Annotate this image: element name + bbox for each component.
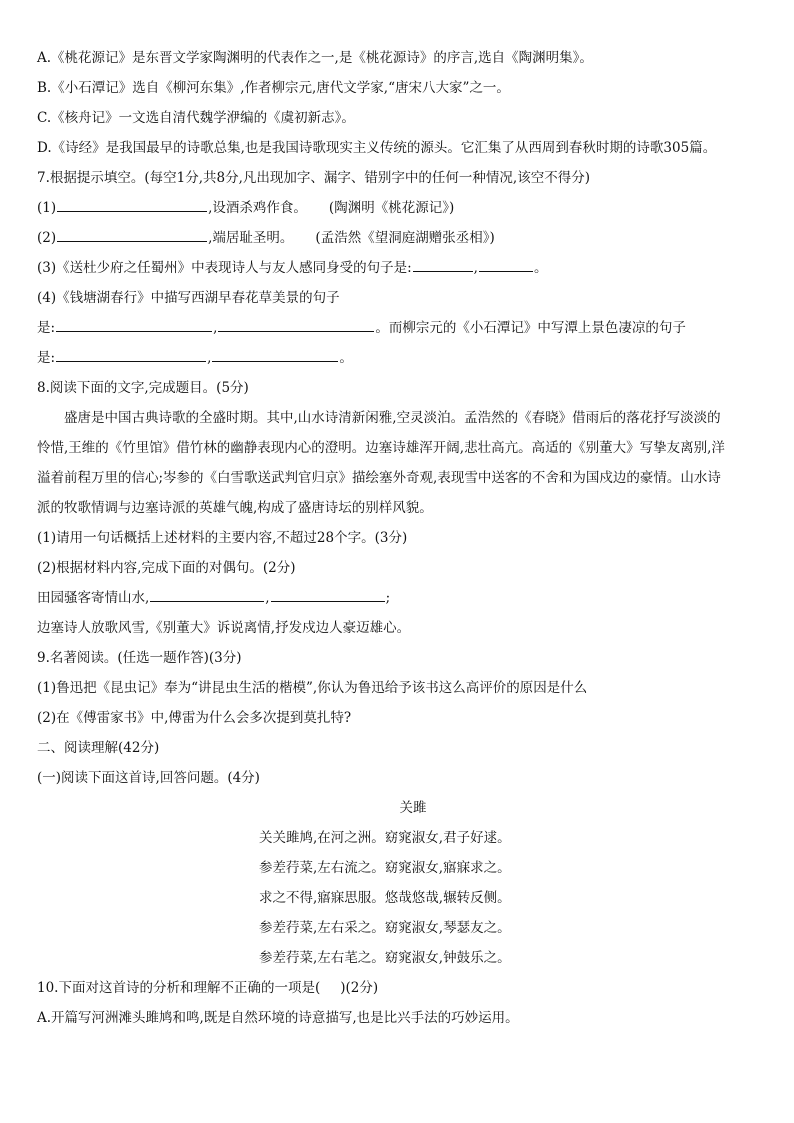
q7-item4-line3 [37,343,767,373]
q8-title: 8.阅读下面的文字,完成题目。(5分) [37,380,249,396]
q7-blank-3a[interactable] [413,270,473,272]
q7-item1-source: (陶渊明《桃花源记》) [328,200,455,216]
q7-item1 [37,193,767,223]
q7-item3-comma: , [473,260,478,276]
poem-line: 关关雎鸠,在河之洲。窈窕淑女,君子好逑。 [259,830,511,846]
q7-title: 7.根据提示填空。(每空1分,共8分,凡出现加字、漏字、错别字中的任何一种情况,该空不得分) [37,170,590,186]
section2-title: 二、阅读理解(42分) [37,740,160,756]
q7-blank-4d[interactable] [212,360,338,362]
option-a: A.《桃花源记》是东晋文学家陶渊明的代表作之一,是《桃花源诗》的序言,选自《陶渊明集》。 [37,50,593,66]
q10-title-text: 10.下面对这首诗的分析和理解不正确的一项是( [37,980,321,996]
option-d: D.《诗经》是我国最早的诗歌总集,也是我国诗歌现实主义传统的源头。它汇集了从西周到春秋时期的诗歌305篇。 [37,140,717,156]
q7-item3-period: 。 [533,260,548,276]
poem-line: 参差荇菜,左右流之。窈窕淑女,寤寐求之。 [259,860,511,876]
q8-couplet2: 边塞诗人放歌风雪,《别董大》诉说离情,抒发戍边人豪迈雄心。 [37,620,411,636]
q7-item1-prefix: (1) [37,200,57,216]
q7-item4-line2-mid: 。而柳宗元的《小石潭记》中写潭上景色凄凉的句子 [375,320,686,336]
q7-item3 [37,253,767,283]
q8-blank-1[interactable] [150,600,264,602]
q8-passage-line: 派的牧歌情调与边塞诗派的英雄气魄,构成了盛唐诗坛的别样风貌。 [37,500,433,516]
exam-page [37,43,767,1033]
q8-sub1: (1)请用一句话概括上述材料的主要内容,不超过28个字。(3分) [37,530,408,546]
q8-passage-line: 溢着前程万里的信心;岑参的《白雪歌送武判官归京》描绘塞外奇观,表现雪中送客的不舍和为国戍边的豪情。山水诗 [37,470,721,486]
q8-couplet-comma: , [265,590,270,606]
q8-couplet1-end: ; [385,590,391,606]
q7-item2-text: ,端居耻圣明。 [208,230,294,246]
q7-blank-4c[interactable] [56,360,206,362]
q8-couplet1-prefix: 田园骚客寄情山水, [37,590,150,606]
q9-sub2: (2)在《傅雷家书》中,傅雷为什么会多次提到莫扎特? [37,710,352,726]
q7-item2 [37,223,767,253]
q9-title: 9.名著阅读。(任选一题作答)(3分) [37,650,242,666]
q10-option-a: A.开篇写河洲滩头雎鸠和鸣,既是自然环境的诗意描写,也是比兴手法的巧妙运用。 [37,1010,519,1026]
poem-line: 参差荇菜,左右采之。窈窕淑女,琴瑟友之。 [259,920,511,936]
q8-blank-2[interactable] [271,600,385,602]
poem-line: 参差荇菜,左右芼之。窈窕淑女,钟鼓乐之。 [259,950,511,966]
q7-item1-text: ,设酒杀鸡作食。 [208,200,307,216]
q7-item4-line2-prefix: 是: [37,320,56,336]
q7-item3-text: (3)《送杜少府之任蜀州》中表现诗人与友人感同身受的句子是: [37,260,412,276]
q10-title [37,973,767,1003]
option-b: B.《小石潭记》选自《柳河东集》,作者柳宗元,唐代文学家,“唐宋八大家”之一。 [37,80,510,96]
q10-title-end: )(2分) [340,980,379,996]
q7-blank-4a[interactable] [56,330,212,332]
q7-blank-3b[interactable] [479,270,533,272]
poem-line: 求之不得,寤寐思服。悠哉悠哉,辗转反侧。 [259,890,511,906]
poem-title: 关雎 [399,800,427,816]
q8-passage-line: 盛唐是中国古典诗歌的全盛时期。其中,山水诗清新闲雅,空灵淡泊。孟浩然的《春晓》借雨后的落花抒写淡淡的 [64,410,721,426]
q7-item4-period: 。 [339,350,353,366]
q7-item2-source: (孟浩然《望洞庭湖赠张丞相》) [315,230,495,246]
q7-blank-4b[interactable] [218,330,374,332]
q8-passage-line: 怜惜,王维的《竹里馆》借竹林的幽静表现内心的澄明。边塞诗雄浑开阔,悲壮高亢。高适的《别董大》写挚友离别,洋 [37,440,725,456]
q7-item4: (4)《钱塘湖春行》中描写西湖早春花草美景的句子 [37,290,340,306]
option-c: C.《核舟记》一文选自清代魏学洢编的《虞初新志》。 [37,110,355,126]
q7-item4-comma: , [213,320,218,336]
q7-blank-2[interactable] [57,240,207,242]
q8-sub2: (2)根据材料内容,完成下面的对偶句。(2分) [37,560,296,576]
section2-part1: (一)阅读下面这首诗,回答问题。(4分) [37,770,260,786]
q9-sub1: (1)鲁迅把《昆虫记》奉为“讲昆虫生活的楷模”,你认为鲁迅给予该书这么高评价的原因是什么 [37,680,588,696]
q7-blank-1[interactable] [57,210,207,212]
q7-item2-prefix: (2) [37,230,57,246]
q7-item4-line3-prefix: 是: [37,350,56,366]
q7-item4-line2 [37,313,767,343]
q8-couplet1 [37,583,767,613]
q7-item4-comma-2: , [207,350,212,366]
